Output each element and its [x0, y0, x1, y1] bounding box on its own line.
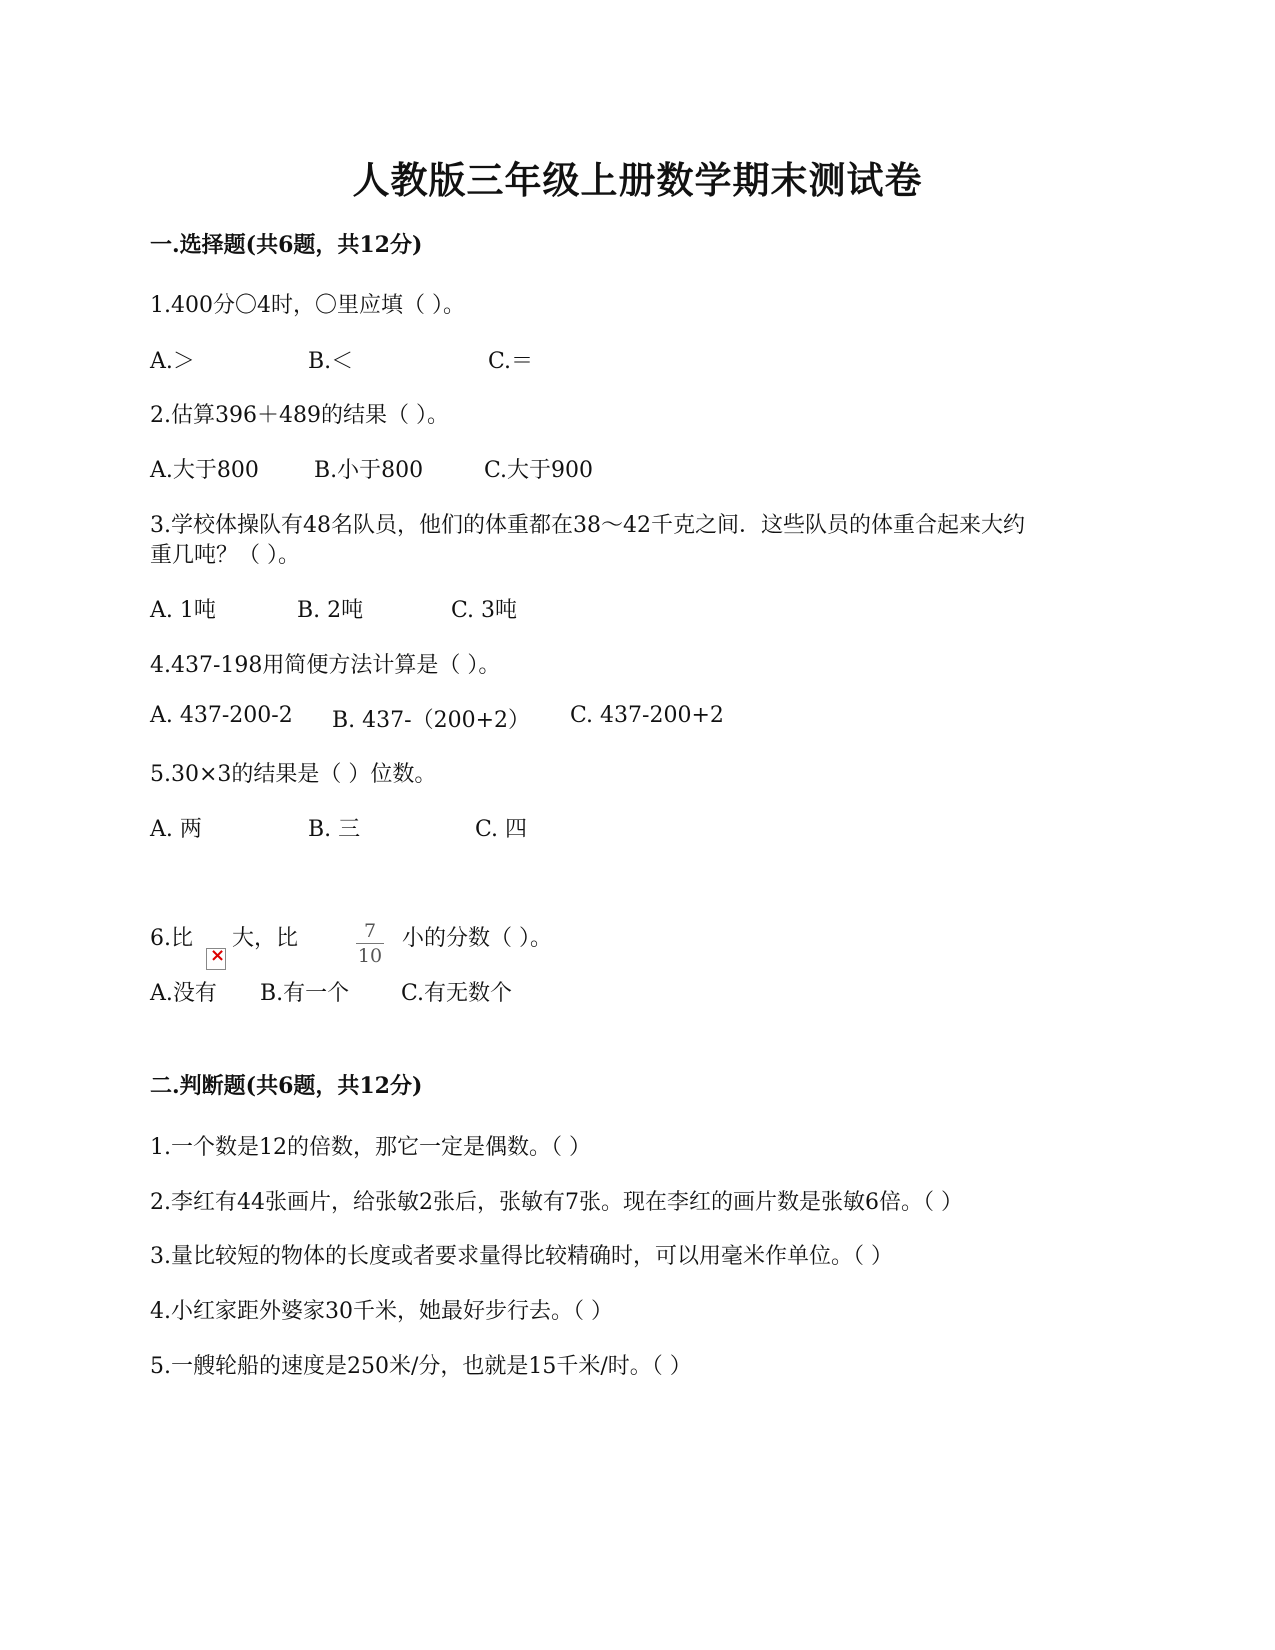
option-c: C.＝: [488, 349, 534, 374]
question-1-4: 4.437-198用简便方法计算是（ ）。: [150, 653, 501, 678]
option-a: A.没有: [150, 981, 217, 1006]
question-1-3-cont: 重几吨？（ ）。: [150, 543, 300, 568]
option-b: B.有一个: [260, 981, 350, 1006]
question-1-2: 2.估算396＋489的结果（ ）。: [150, 403, 449, 428]
option-b: B.＜: [308, 349, 354, 374]
option-c: C.大于900: [484, 458, 594, 483]
option-b: B. 2吨: [297, 598, 364, 623]
option-c: C.有无数个: [401, 981, 513, 1006]
question-1-5: 5.30×3的结果是（ ）位数。: [150, 762, 437, 787]
fraction: [354, 920, 386, 967]
question-1-1: 1.400分〇4时，〇里应填（ ）。: [150, 293, 465, 318]
fraction-numerator: 7: [363, 920, 377, 942]
option-c: C. 3吨: [451, 598, 518, 623]
option-c: C. 437-200+2: [570, 703, 724, 728]
question-1-6-part-c: 小的分数（ ）。: [402, 926, 552, 951]
fraction-bar: [356, 943, 384, 944]
question-2-5: 5.一艘轮船的速度是250米/分，也就是15千米/时。（ ）: [150, 1354, 692, 1379]
section-heading-judgment: 二.判断题(共6题，共12分): [150, 1073, 423, 1099]
option-c: C. 四: [475, 817, 528, 842]
question-2-4: 4.小红家距外婆家30千米，她最好步行去。（ ）: [150, 1299, 613, 1324]
option-a: A.大于800: [150, 458, 259, 483]
broken-image-icon: [206, 948, 226, 970]
question-2-1: 1.一个数是12的倍数，那它一定是偶数。（ ）: [150, 1135, 591, 1160]
page-title: 人教版三年级上册数学期末测试卷: [352, 158, 923, 202]
question-2-3: 3.量比较短的物体的长度或者要求量得比较精确时，可以用毫米作单位。（ ）: [150, 1244, 893, 1269]
option-a: A. 两: [150, 817, 202, 842]
question-2-2: 2.李红有44张画片，给张敏2张后，张敏有7张。现在李红的画片数是张敏6倍。（ ）: [150, 1190, 963, 1215]
question-1-6-part-b: 大，比: [232, 926, 299, 951]
option-a: A. 437-200-2: [150, 703, 293, 728]
question-1-6-part-a: 6.比: [150, 926, 193, 951]
option-b: B.小于800: [314, 458, 424, 483]
option-b: B. 三: [308, 817, 361, 842]
fraction-denominator: 10: [357, 945, 383, 967]
option-b: B. 437-（200+2）: [332, 708, 531, 733]
option-a: A. 1吨: [150, 598, 216, 623]
option-a: A.＞: [150, 349, 195, 374]
question-1-3: 3.学校体操队有48名队员，他们的体重都在38～42千克之间．这些队员的体重合起来大约: [150, 513, 1025, 538]
section-heading-choice: 一.选择题(共6题，共12分): [150, 232, 423, 258]
